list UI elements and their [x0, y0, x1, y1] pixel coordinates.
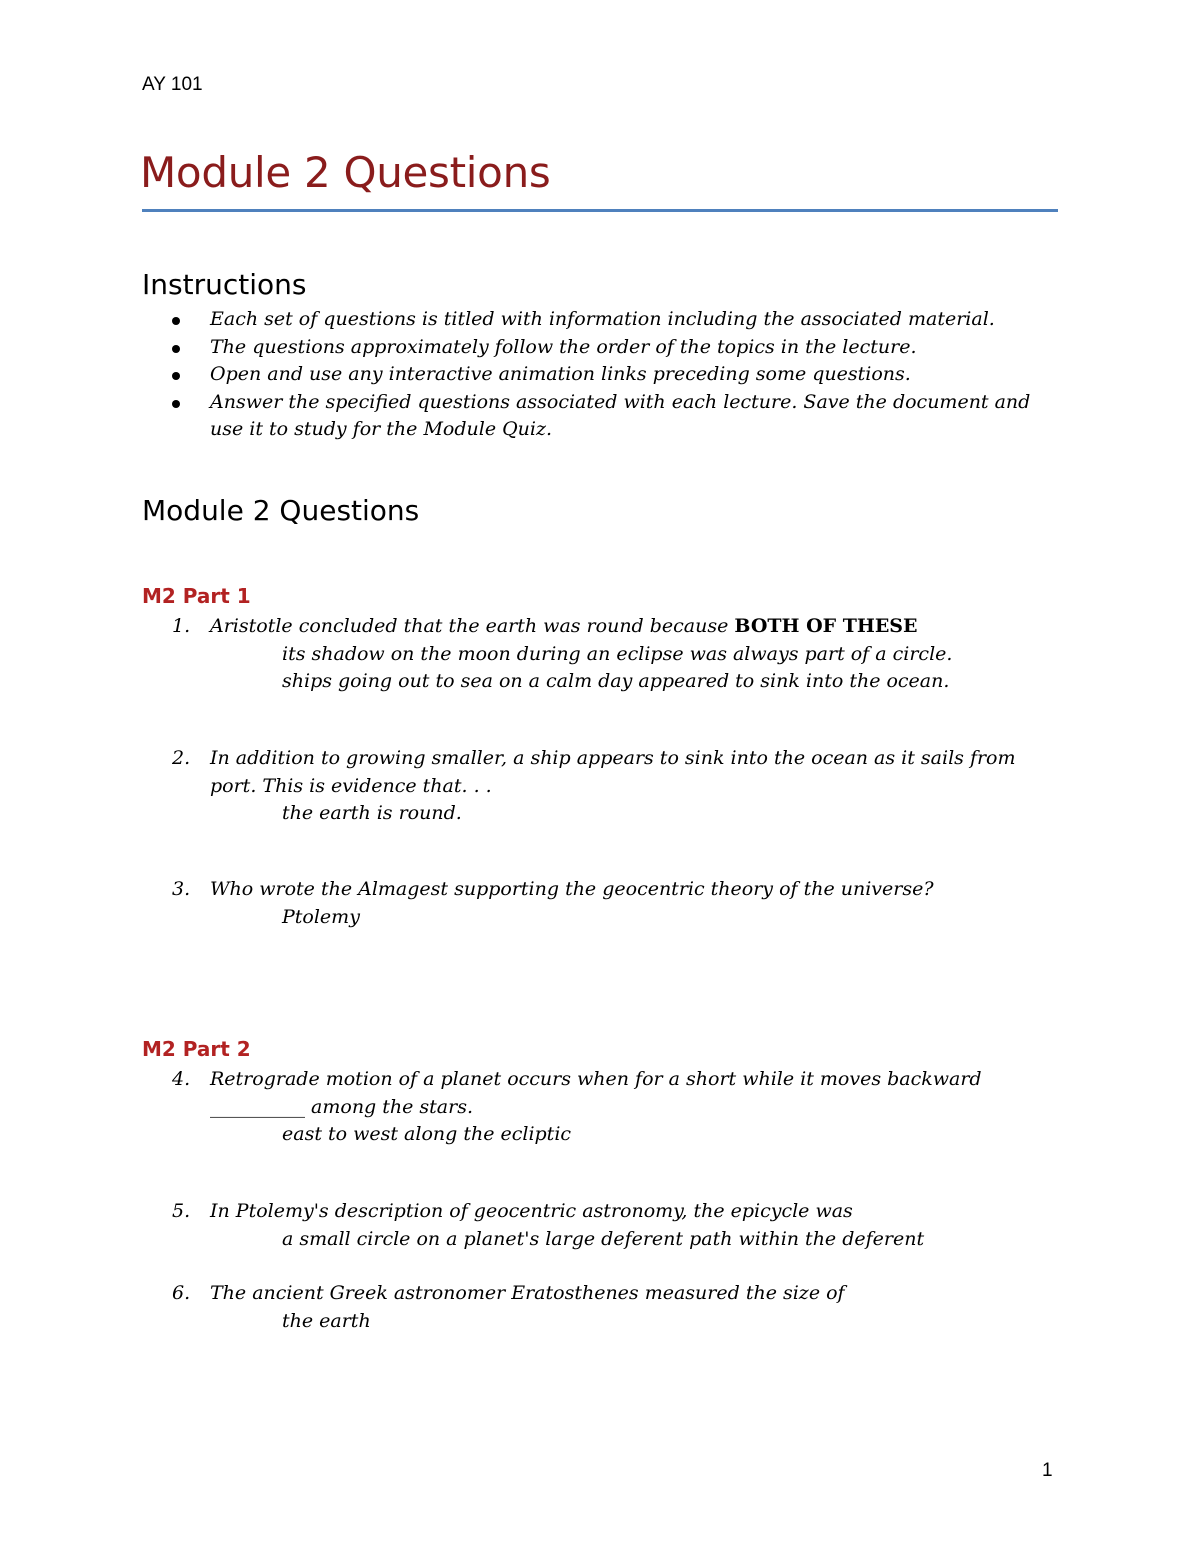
question-prompt: In Ptolemy's description of geocentric astronomy, the epicycle was: [210, 1200, 853, 1222]
question-answer: the earth: [282, 1309, 371, 1332]
question-number: 5.: [172, 1200, 191, 1222]
question-number: 2.: [172, 747, 191, 769]
instruction-item: The questions approximately follow the order of the topics in the lecture.: [172, 334, 1052, 362]
question-answer: the earth is round.: [282, 802, 462, 824]
question-prompt: Retrograde motion of a planet occurs when for a short while it moves backward __________ among the stars.: [210, 1068, 982, 1118]
prompt-emphasis: BOTH OF THESE: [734, 615, 918, 637]
question-prompt: Who wrote the Almagest supporting the geocentric theory of the universe?: [210, 878, 934, 900]
question-1: [172, 613, 1052, 696]
question-number: 1.: [172, 615, 191, 637]
question-number: 3.: [172, 878, 191, 900]
instructions-list: [172, 306, 1052, 444]
part-2-title: M2 Part 2: [142, 1037, 251, 1061]
question-number: 4.: [172, 1068, 191, 1090]
part-1-title: M2 Part 1: [142, 584, 251, 608]
question-5: [172, 1198, 1052, 1253]
question-answer: east to west along the ecliptic: [282, 1123, 572, 1145]
page-number: 1: [1042, 1460, 1053, 1481]
bullet-icon: [172, 372, 180, 380]
question-2: [172, 745, 1052, 828]
question-prompt: In addition to growing smaller, a ship appears to sink into the ocean as it sails from port. This is evidence that. . .: [210, 747, 1016, 797]
question-number: 6.: [172, 1282, 191, 1304]
bullet-icon: [172, 345, 180, 353]
instruction-item: Answer the specified questions associated with each lecture. Save the document and use it to study for the Module Quiz.: [172, 389, 1052, 444]
question-prompt: The ancient Greek astronomer Eratosthenes measured the size of: [210, 1282, 845, 1304]
title-underline: [142, 209, 1058, 212]
question-answer: Ptolemy: [282, 905, 360, 928]
question-answer: a small circle on a planet's large deferent path within the deferent: [282, 1227, 925, 1250]
question-4: [172, 1066, 1052, 1149]
question-3: [172, 876, 1052, 931]
question-answer: ships going out to sea on a calm day appeared to sink into the ocean.: [282, 670, 950, 692]
instruction-item: Open and use any interactive animation links preceding some questions.: [172, 361, 1052, 389]
page-header: AY 101: [142, 74, 203, 95]
instructions-heading: Instructions: [142, 268, 307, 301]
instruction-item: Each set of questions is titled with information including the associated material.: [172, 306, 1052, 334]
questions-heading: Module 2 Questions: [142, 494, 420, 527]
bullet-icon: [172, 317, 180, 325]
question-6: [172, 1280, 1052, 1335]
bullet-icon: [172, 400, 180, 408]
question-prompt: Aristotle concluded that the earth was round because BOTH OF THESE: [210, 615, 918, 637]
question-answer: its shadow on the moon during an eclipse was always part of a circle.: [282, 642, 953, 665]
page-title: Module 2 Questions: [140, 148, 551, 197]
